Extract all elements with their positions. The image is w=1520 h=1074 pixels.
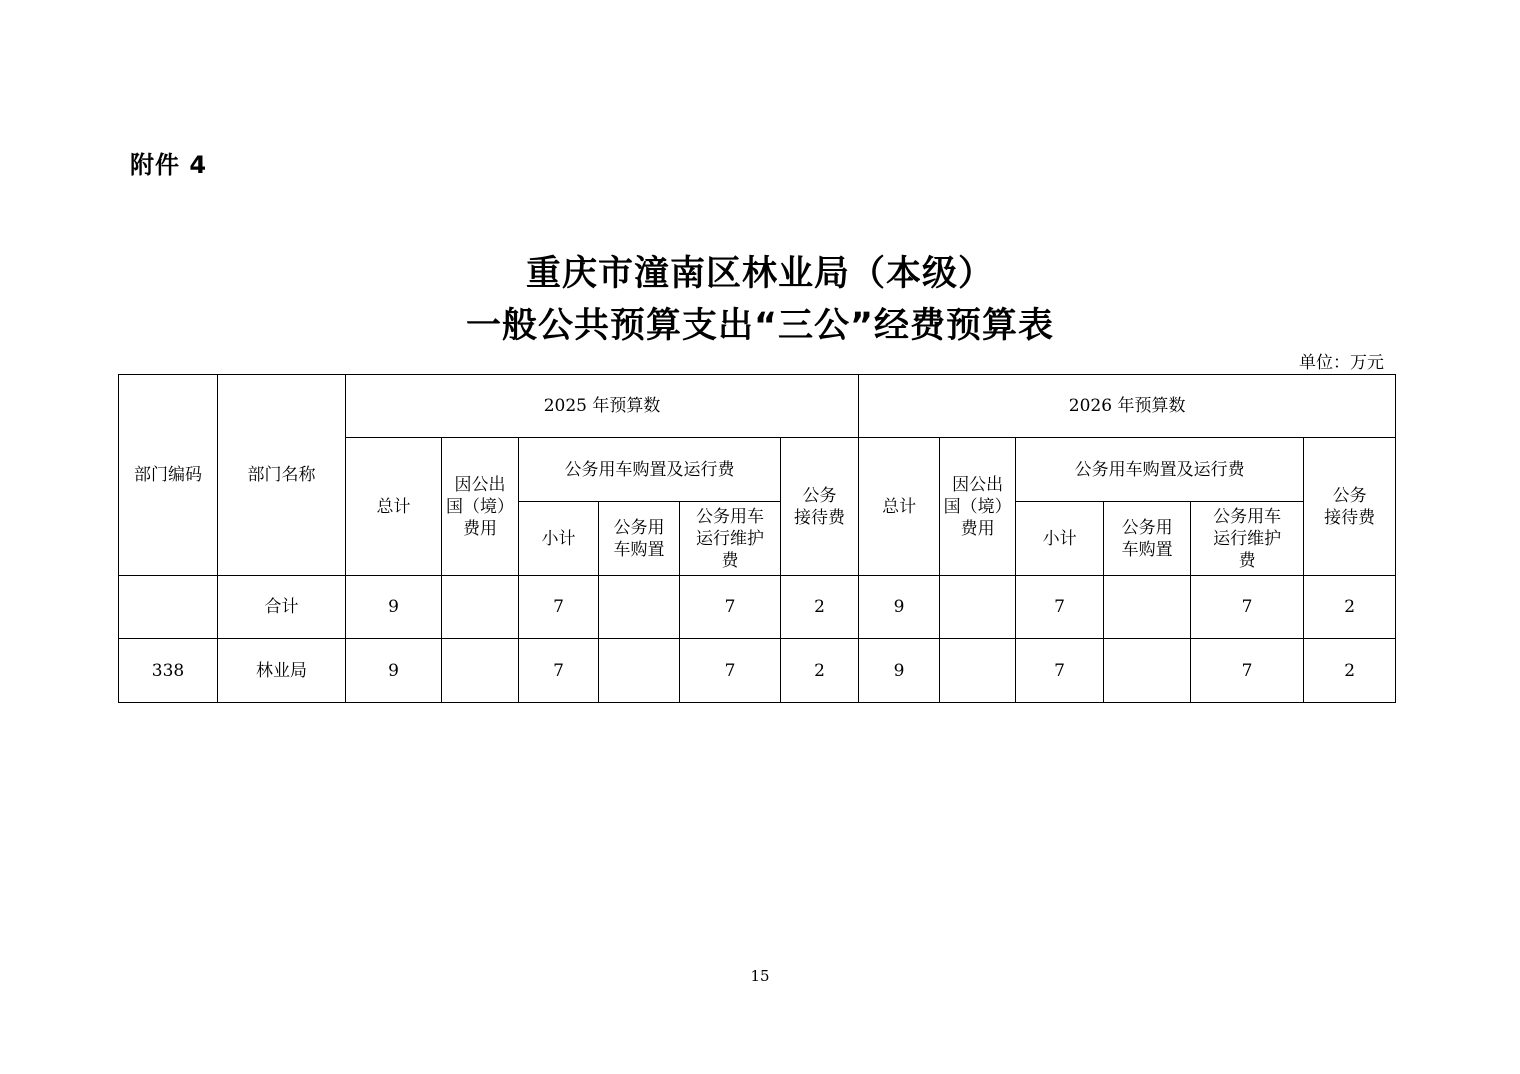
cell-2026-maintenance: 7 (1191, 576, 1304, 639)
cell-2026-reception: 2 (1304, 639, 1396, 703)
header-2025-total: 总计 (346, 438, 442, 576)
page-number: 15 (750, 967, 770, 985)
attachment-label: 附件 4 (130, 151, 208, 179)
header-2026-total: 总计 (859, 438, 940, 576)
cell-2026-abroad (940, 576, 1016, 639)
cell-2025-abroad (442, 639, 519, 703)
cell-2025-subtotal: 7 (519, 576, 599, 639)
cell-name: 合计 (218, 576, 346, 639)
cell-name: 林业局 (218, 639, 346, 703)
cell-code: 338 (119, 639, 218, 703)
header-2025-vehicle: 公务用车购置及运行费 (519, 438, 781, 502)
cell-2025-total: 9 (346, 576, 442, 639)
header-2025-reception: 公务 接待费 (781, 438, 859, 576)
cell-2026-maintenance: 7 (1191, 639, 1304, 703)
cell-2025-purchase (599, 576, 680, 639)
cell-2026-subtotal: 7 (1016, 576, 1104, 639)
cell-2025-total: 9 (346, 639, 442, 703)
header-2026-purchase: 公务用 车购置 (1104, 502, 1191, 576)
cell-2026-purchase (1104, 576, 1191, 639)
header-2026-vehicle: 公务用车购置及运行费 (1016, 438, 1304, 502)
table-row-forestry-bureau (119, 639, 1396, 703)
cell-2025-abroad (442, 576, 519, 639)
header-2026-maintenance: 公务用车 运行维护 费 (1191, 502, 1304, 576)
cell-2025-reception: 2 (781, 576, 859, 639)
header-2025-abroad: 因公出 国（境） 费用 (442, 438, 519, 576)
cell-2025-purchase (599, 639, 680, 703)
header-2026-reception: 公务 接待费 (1304, 438, 1396, 576)
header-2026-subtotal: 小计 (1016, 502, 1104, 576)
cell-code (119, 576, 218, 639)
header-2025-purchase: 公务用 车购置 (599, 502, 680, 576)
cell-2025-reception: 2 (781, 639, 859, 703)
header-year-2026: 2026 年预算数 (859, 375, 1396, 438)
budget-table (118, 374, 1396, 703)
header-dept-code: 部门编码 (119, 375, 218, 576)
unit-label: 单位：万元 (1299, 353, 1384, 373)
cell-2025-subtotal: 7 (519, 639, 599, 703)
page-title-line2: 一般公共预算支出“三公”经费预算表 (465, 306, 1054, 346)
cell-2025-maintenance: 7 (680, 639, 781, 703)
cell-2026-subtotal: 7 (1016, 639, 1104, 703)
cell-2025-maintenance: 7 (680, 576, 781, 639)
cell-2026-total: 9 (859, 639, 940, 703)
cell-2026-purchase (1104, 639, 1191, 703)
cell-2026-total: 9 (859, 576, 940, 639)
header-2025-maintenance: 公务用车 运行维护 费 (680, 502, 781, 576)
header-dept-name: 部门名称 (218, 375, 346, 576)
page-title-line1: 重庆市潼南区林业局（本级） (525, 254, 994, 294)
header-2025-subtotal: 小计 (519, 502, 599, 576)
header-2026-abroad: 因公出 国（境） 费用 (940, 438, 1016, 576)
cell-2026-reception: 2 (1304, 576, 1396, 639)
cell-2026-abroad (940, 639, 1016, 703)
header-year-2025: 2025 年预算数 (346, 375, 859, 438)
header-row-1 (119, 375, 1396, 438)
table-row-total (119, 576, 1396, 639)
